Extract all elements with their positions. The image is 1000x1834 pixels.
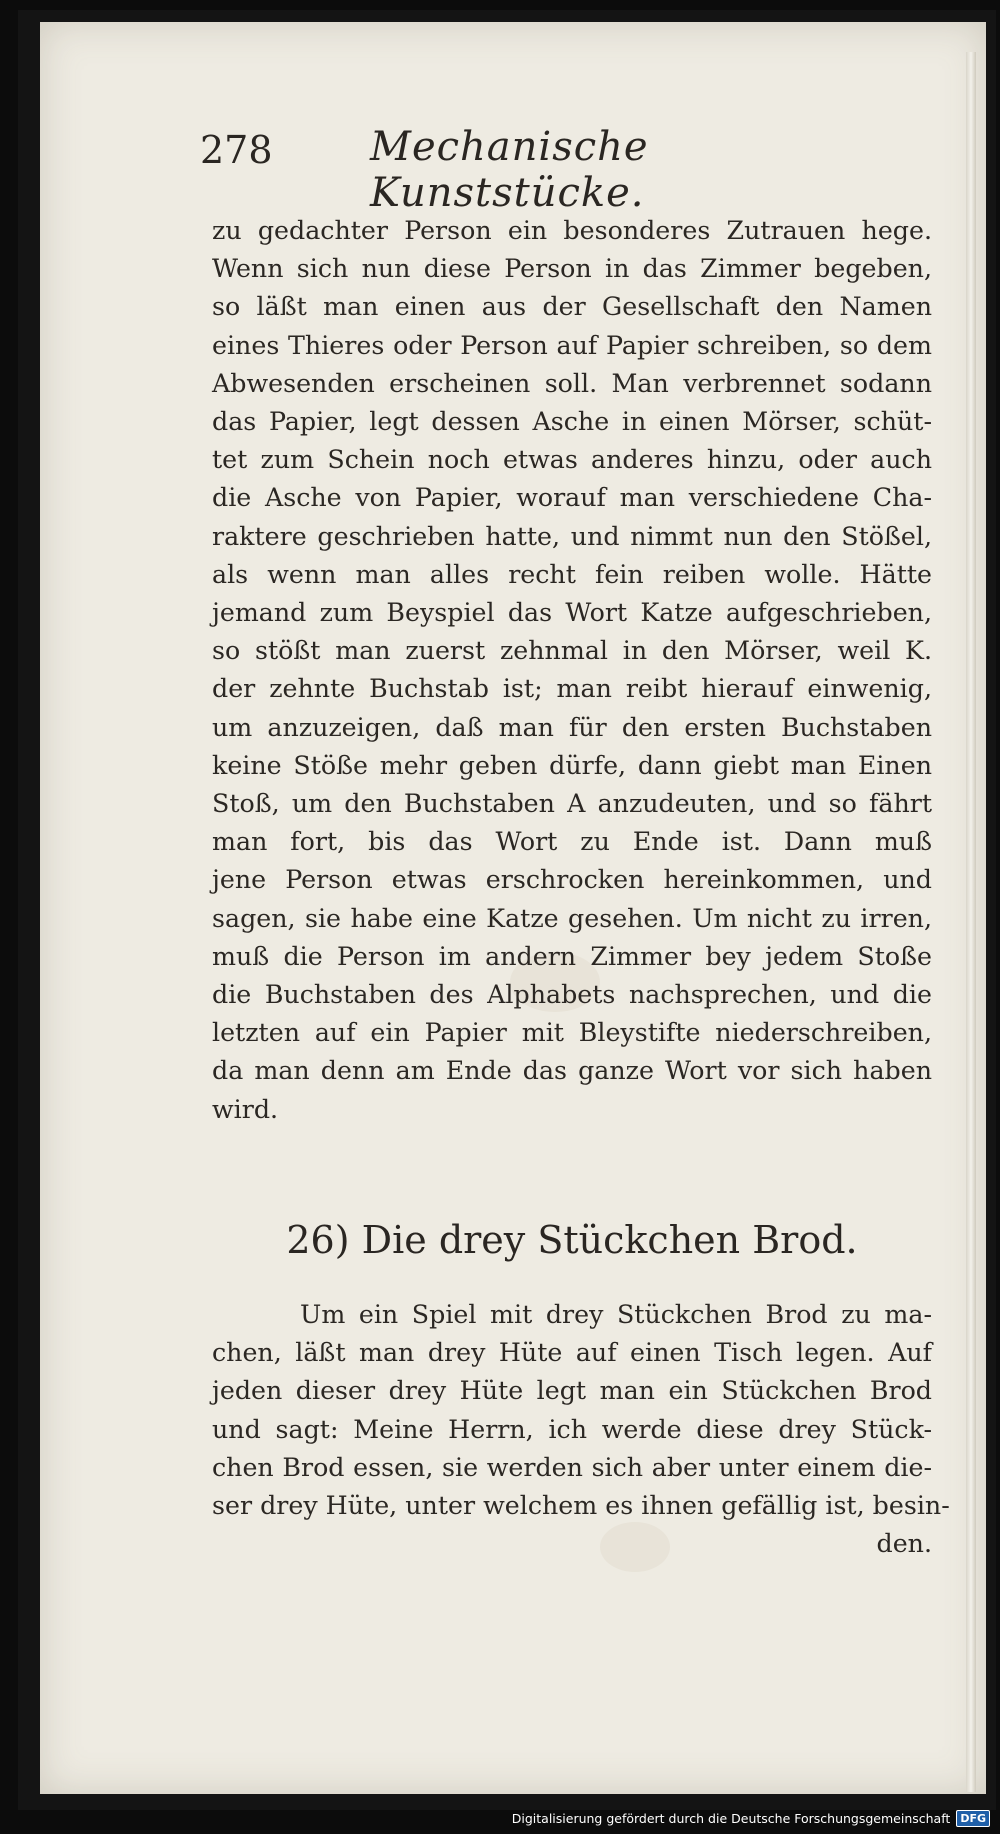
text-line: tet zum Schein noch etwas anderes hinzu, oder auch bbox=[212, 445, 932, 475]
text-line: so läßt man einen aus der Gesellschaft den Namen bbox=[212, 292, 932, 322]
footer-credit: Digitalisierung gefördert durch die Deutsche Forschungsgemeinschaft bbox=[511, 1810, 951, 1826]
section-heading: 26) Die drey Stückchen Brod. bbox=[286, 1218, 858, 1262]
text-line: zu gedachter Person ein besonderes Zutrauen hege. bbox=[212, 216, 932, 245]
page-edge bbox=[966, 52, 976, 1792]
text-line: Abwesenden erscheinen soll. Man verbrennet sodann bbox=[212, 368, 932, 398]
text-line: eines Thieres oder Person auf Papier schreiben, so dem bbox=[212, 330, 932, 360]
text-line: Wenn sich nun diese Person in das Zimmer begeben, bbox=[212, 254, 932, 284]
section-paragraph bbox=[212, 1296, 950, 1563]
text-line: da man denn am Ende das ganze Wort vor sich haben bbox=[212, 1056, 932, 1086]
text-line: raktere geschrieben hatte, und nimmt nun den Stößel, bbox=[212, 521, 932, 551]
text-line: Um ein Spiel mit drey Stückchen Brod zu ma- bbox=[300, 1300, 932, 1329]
text-line: chen, läßt man drey Hüte auf einen Tisch legen. Auf bbox=[212, 1338, 932, 1368]
text-line: jene Person etwas erschrocken hereinkommen, und bbox=[212, 865, 932, 895]
catchword: den. bbox=[876, 1529, 932, 1559]
main-paragraph bbox=[212, 212, 932, 1129]
text-line: so stößt man zuerst zehnmal in den Mörser, weil K. bbox=[212, 636, 932, 666]
text-line: der zehnte Buchstab ist; man reibt hierauf einwenig, bbox=[212, 674, 932, 704]
text-line: das Papier, legt dessen Asche in einen Mörser, schüt- bbox=[212, 407, 932, 437]
text-line: keine Stöße mehr geben dürfe, dann giebt man Einen bbox=[212, 750, 932, 780]
text-line: letzten auf ein Papier mit Bleystifte niederschreiben, bbox=[212, 1018, 932, 1048]
running-title: Mechanische Kunststücke. bbox=[370, 124, 649, 216]
dfg-logo: DFG bbox=[956, 1810, 990, 1827]
text-line: die Buchstaben des Alphabets nachsprechen, und die bbox=[212, 980, 932, 1010]
text-line: chen Brod essen, sie werden sich aber unter einem die- bbox=[212, 1452, 932, 1482]
text-line: man fort, bis das Wort zu Ende ist. Dann muß bbox=[212, 827, 932, 857]
text-line: jeden dieser drey Hüte legt man ein Stückchen Brod bbox=[212, 1376, 932, 1406]
page-header bbox=[200, 118, 820, 216]
text-line: sagen, sie habe eine Katze gesehen. Um nicht zu irren, bbox=[212, 903, 932, 933]
text-line: Stoß, um den Buchstaben A anzudeuten, und so fährt bbox=[212, 789, 932, 819]
digitization-footer bbox=[512, 1806, 990, 1830]
text-line: um anzuzeigen, daß man für den ersten Buchstaben bbox=[212, 712, 932, 742]
page-number: 278 bbox=[200, 128, 273, 172]
text-line: jemand zum Beyspiel das Wort Katze aufgeschrieben, bbox=[212, 598, 932, 628]
text-line: und sagt: Meine Herrn, ich werde diese drey Stück- bbox=[212, 1414, 932, 1444]
text-line: als wenn man alles recht fein reiben wolle. Hätte bbox=[212, 559, 932, 589]
text-line: wird. bbox=[212, 1094, 279, 1124]
text-line: muß die Person im andern Zimmer bey jedem Stoße bbox=[212, 941, 932, 971]
text-line: die Asche von Papier, worauf man verschiedene Cha- bbox=[212, 483, 932, 513]
text-line: ser drey Hüte, unter welchem es ihnen gefällig ist, besin- bbox=[212, 1491, 950, 1521]
